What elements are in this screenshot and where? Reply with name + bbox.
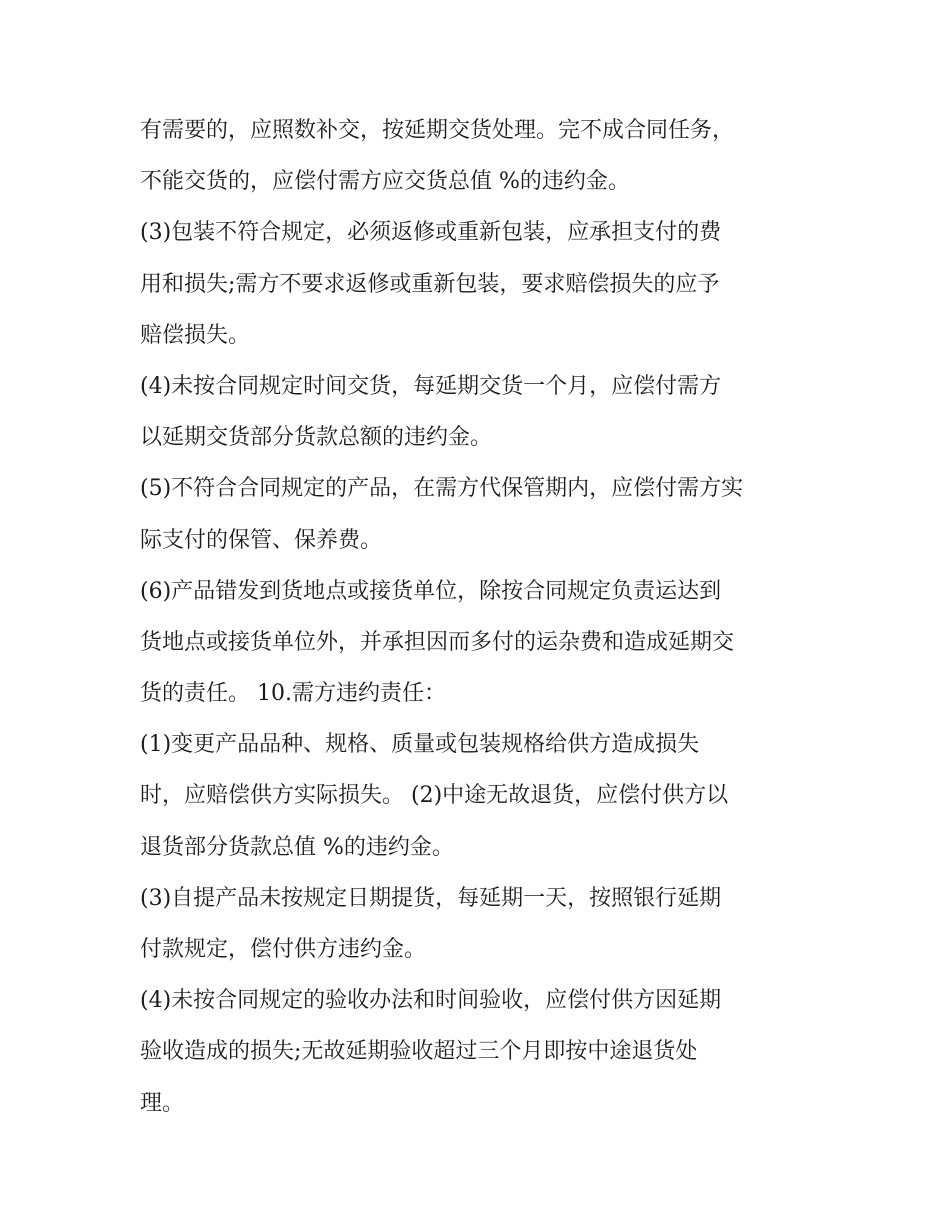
text-line: (4)未按合同规定的验收办法和时间验收，应偿付供方因延期 — [140, 988, 722, 1014]
text-line: 用和损失;需方不要求返修或重新包装，要求赔偿损失的应予 — [140, 271, 720, 297]
text-line: 以延期交货部分货款总额的违约金。 — [140, 425, 493, 451]
text-line: 付款规定，偿付供方违约金。 — [140, 937, 427, 962]
text-line: 不能交货的，应偿付需方应交货总值 %的违约金。 — [140, 169, 630, 195]
document-body — [140, 105, 830, 1129]
text-line: 理。 — [140, 1090, 185, 1116]
text-line: 际支付的保管、保养费。 — [140, 527, 383, 553]
text-line: (3)自提产品未按规定日期提货，每延期一天，按照银行延期 — [140, 885, 722, 911]
text-line: 货地点或接货单位外，并承担因而多付的运杂费和造成延期交 — [140, 629, 735, 655]
text-line: (1)变更产品品种、规格、质量或包装规格给供方造成损失 — [140, 732, 700, 758]
text-line: (6)产品错发到货地点或接货单位，除按合同规定负责运达到 — [140, 578, 722, 604]
text-line: 货的责任。 10.需方违约责任： — [140, 681, 446, 707]
text-line: 验收造成的损失;无故延期验收超过三个月即按中途退货处 — [140, 1039, 698, 1065]
text-line: 有需要的，应照数补交，按延期交货处理。完不成合同任务， — [140, 118, 735, 143]
text-line: 时，应赔偿供方实际损失。 (2)中途无故退货，应偿付供方以 — [140, 783, 729, 809]
text-line: (5)不符合合同规定的产品，在需方代保管期内，应偿付需方实 — [140, 476, 744, 502]
text-line: (4)未按合同规定时间交货，每延期交货一个月，应偿付需方 — [140, 373, 722, 399]
text-line: 赔偿损失。 — [140, 322, 251, 348]
text-line: 退货部分货款总值 %的违约金。 — [140, 834, 454, 860]
text-line: (3)包装不符合规定，必须返修或重新包装，应承担支付的费 — [140, 220, 722, 246]
